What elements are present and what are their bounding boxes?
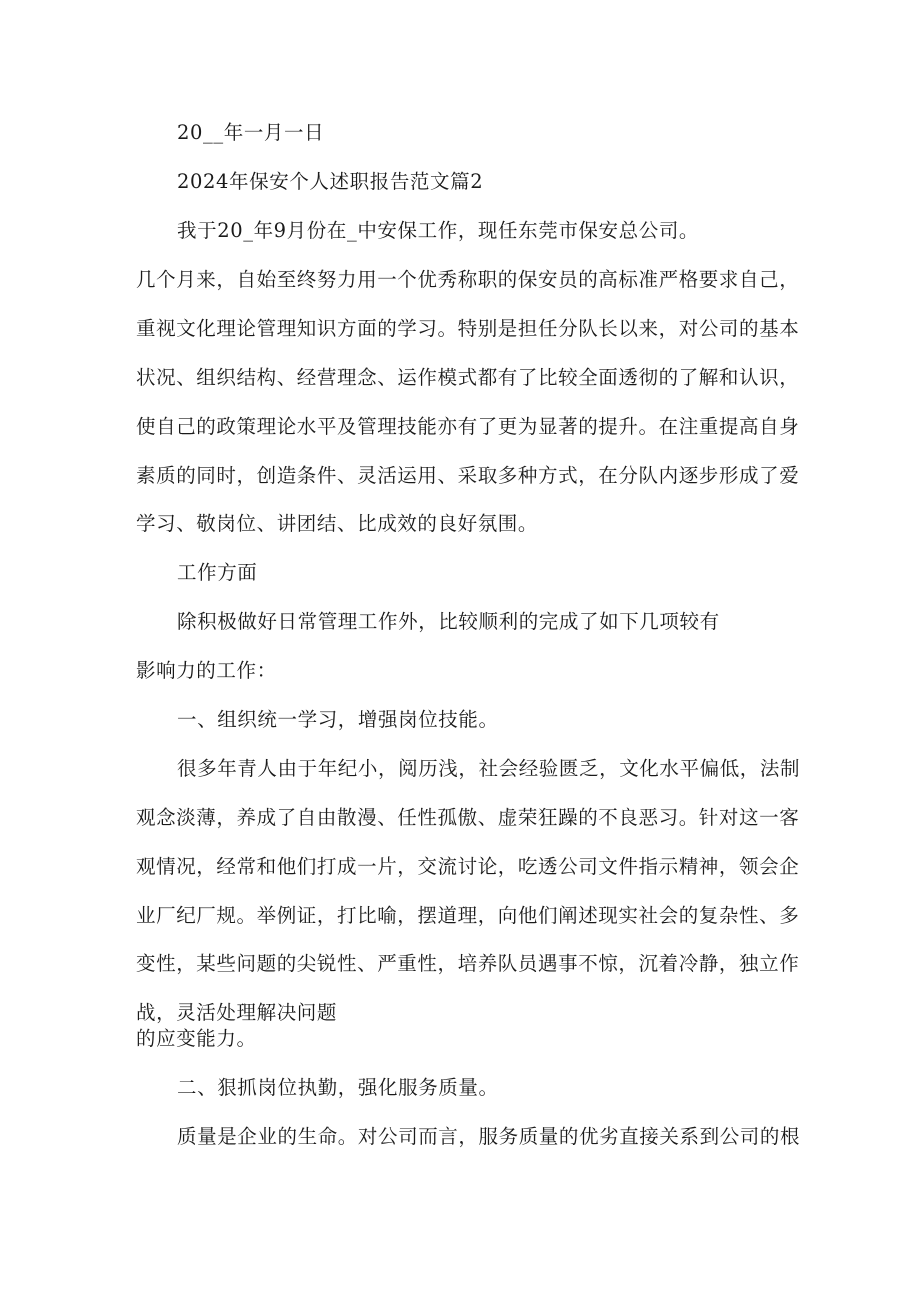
paragraph-line: 使自己的政策理论水平及管理技能亦有了更为显著的提升。在注重提高自身 xyxy=(136,415,800,438)
paragraph-line: 观念淡薄，养成了自由散漫、任性孤傲、虚荣狂躁的不良恶习。针对这一客 xyxy=(136,806,800,829)
paragraph-line: 状况、组织结构、经营理念、运作模式都有了比较全面透彻的了解和认识， xyxy=(136,366,800,389)
paragraph-line: 影响力的工作： xyxy=(136,659,277,682)
paragraph-line: 学习、敬岗位、讲团结、比成效的良好氛围。 xyxy=(136,512,539,535)
date-line: 20__年一月一日 xyxy=(177,121,325,144)
paragraph-line: 变性，某些问题的尖锐性、严重性，培养队员遇事不惊，沉着冷静，独立作 xyxy=(136,952,800,975)
paragraph-line: 质量是企业的生命。对公司而言，服务质量的优劣直接关系到公司的根 xyxy=(177,1125,801,1148)
paragraph-line: 很多年青人由于年纪小，阅历浅，社会经验匮乏，文化水平偏低，法制 xyxy=(177,757,801,780)
paragraph-line: 素质的同时，创造条件、灵活运用、采取多种方式，在分队内逐步形成了爱 xyxy=(136,464,800,487)
paragraph-line: 战，灵活处理解决问题 xyxy=(136,1001,338,1024)
paragraph-line: 几个月来，自始至终努力用一个优秀称职的保安员的高标准严格要求自己， xyxy=(136,268,800,291)
paragraph-line: 除积极做好日常管理工作外，比较顺利的完成了如下几项较有 xyxy=(177,610,720,633)
paragraph-line: 业厂纪厂规。举例证，打比喻，摆道理，向他们阐述现实社会的复杂性、多 xyxy=(136,904,800,927)
section-title: 2024年保安个人述职报告范文篇2 xyxy=(177,170,484,193)
paragraph-line: 观情况，经常和他们打成一片，交流讨论，吃透公司文件指示精神，领会企 xyxy=(136,855,800,878)
numbered-heading: 一、组织统一学习，增强岗位技能。 xyxy=(177,708,499,731)
subheading: 工作方面 xyxy=(177,561,258,584)
paragraph-line: 重视文化理论管理知识方面的学习。特别是担任分队长以来，对公司的基本 xyxy=(136,317,800,340)
numbered-heading: 二、狠抓岗位执勤，强化服务质量。 xyxy=(177,1076,499,1099)
paragraph-line: 的应变能力。 xyxy=(136,1027,257,1050)
paragraph-line: 我于20_年9月份在_中安保工作，现任东莞市保安总公司。 xyxy=(177,219,700,242)
